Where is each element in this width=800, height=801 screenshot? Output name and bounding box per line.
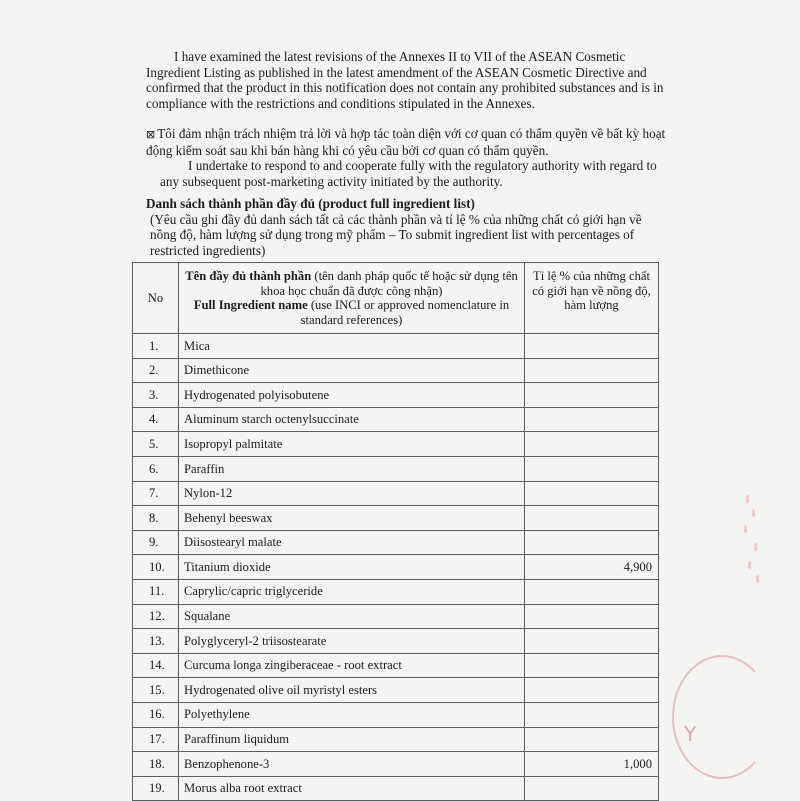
row-number: 15. (133, 678, 179, 703)
col-header-no: No (133, 263, 179, 334)
ingredient-name: Polyethylene (179, 702, 525, 727)
restricted-percentage (525, 383, 659, 408)
ingredient-name: Squalane (179, 604, 525, 629)
row-number: 1. (133, 334, 179, 359)
table-body (133, 334, 659, 801)
ingredient-name: Paraffin (179, 456, 525, 481)
ingredient-name: Benzophenone-3 (179, 752, 525, 777)
ingredient-name: Dimethicone (179, 358, 525, 383)
restricted-percentage (525, 727, 659, 752)
table-row (133, 604, 659, 629)
official-stamp (672, 655, 772, 779)
table-row (133, 702, 659, 727)
restricted-percentage: 1,000 (525, 752, 659, 777)
row-number: 13. (133, 629, 179, 654)
restricted-percentage (525, 579, 659, 604)
table-row (133, 481, 659, 506)
restricted-percentage (525, 481, 659, 506)
ingredient-section (146, 196, 666, 258)
ingredient-name: Hydrogenated polyisobutene (179, 383, 525, 408)
row-number: 18. (133, 752, 179, 777)
table-row (133, 776, 659, 801)
ingredient-name: Aluminum starch octenylsuccinate (179, 407, 525, 432)
table-header-row (133, 263, 659, 334)
table-row (133, 530, 659, 555)
table-row (133, 407, 659, 432)
ingredient-name: Caprylic/capric triglyceride (179, 579, 525, 604)
table-row (133, 727, 659, 752)
row-number: 12. (133, 604, 179, 629)
restricted-percentage (525, 334, 659, 359)
row-number: 7. (133, 481, 179, 506)
col-header-ingredient-name: Tên đầy đủ thành phần (tên danh pháp quốc tế hoặc sử dụng tên khoa học chuẩn đã được công nhận) Full Ingredient name (use INCI or approved nomenclature in standard references) (179, 263, 525, 334)
col-header-percentage: Tỉ lệ % của những chất có giới hạn về nồng độ, hàm lượng (525, 263, 659, 334)
section-heading: Danh sách thành phần đầy đủ (product full ingredient list) (146, 196, 475, 211)
restricted-percentage (525, 456, 659, 481)
table-row (133, 456, 659, 481)
ingredient-name: Curcuma longa zingiberaceae - root extract (179, 653, 525, 678)
restricted-percentage (525, 407, 659, 432)
ingredient-name: Nylon-12 (179, 481, 525, 506)
row-number: 5. (133, 432, 179, 457)
margin-stamp-marks (742, 495, 762, 585)
restricted-percentage (525, 678, 659, 703)
ingredient-name: Polyglyceryl-2 triisostearate (179, 629, 525, 654)
restricted-percentage (525, 702, 659, 727)
ingredient-name: Morus alba root extract (179, 776, 525, 801)
stamp-mark: Y (684, 722, 697, 746)
table-row (133, 629, 659, 654)
table-row (133, 653, 659, 678)
row-number: 10. (133, 555, 179, 580)
row-number: 4. (133, 407, 179, 432)
table-row (133, 678, 659, 703)
table-row (133, 506, 659, 531)
table-row (133, 579, 659, 604)
restricted-percentage (525, 776, 659, 801)
ingredient-name: Mica (179, 334, 525, 359)
ingredient-name: Diisostearyl malate (179, 530, 525, 555)
commitment-vi: ⊠ Tôi đảm nhận trách nhiệm trả lời và hợp tác toàn diện với cơ quan có thẩm quyền về bất kỳ hoạt động kiểm soát sau khi bán hàng khi có yêu cầu bởi cơ quan có thẩm quyền. (146, 126, 666, 158)
row-number: 16. (133, 702, 179, 727)
restricted-percentage (525, 358, 659, 383)
table-row (133, 334, 659, 359)
row-number: 3. (133, 383, 179, 408)
ingredient-name: Paraffinum liquidum (179, 727, 525, 752)
row-number: 19. (133, 776, 179, 801)
restricted-percentage (525, 653, 659, 678)
restricted-percentage (525, 506, 659, 531)
row-number: 9. (133, 530, 179, 555)
row-number: 6. (133, 456, 179, 481)
ingredient-name: Titanium dioxide (179, 555, 525, 580)
restricted-percentage (525, 604, 659, 629)
table-row (133, 555, 659, 580)
row-number: 17. (133, 727, 179, 752)
table-row (133, 383, 659, 408)
restricted-percentage (525, 530, 659, 555)
ingredient-name: Behenyl beeswax (179, 506, 525, 531)
checked-box-icon: ⊠ (146, 128, 156, 141)
commitment-en: I undertake to respond to and cooperate fully with the regulatory authority with regard to any subsequent post-marketing activity initiated by the authority. (160, 158, 657, 189)
commitment-block (146, 126, 666, 189)
ingredient-name: Isopropyl palmitate (179, 432, 525, 457)
row-number: 14. (133, 653, 179, 678)
compliance-paragraph: I have examined the latest revisions of the Annexes II to VII of the ASEAN Cosmetic Ingredient Listing as published in the latest amendment of the ASEAN Cosmetic Directive and confirmed that the product in this notification does not contain any prohibited substances and is in compliance with the restrictions and conditions stipulated in the Annexes. (146, 49, 664, 111)
row-number: 8. (133, 506, 179, 531)
table-row (133, 752, 659, 777)
table-row (133, 358, 659, 383)
ingredient-table (132, 262, 659, 801)
ingredient-name: Hydrogenated olive oil myristyl esters (179, 678, 525, 703)
row-number: 2. (133, 358, 179, 383)
section-instruction: (Yêu cầu ghi đầy đủ danh sách tất cả các thành phần và tỉ lệ % của những chất có giới hạn về nồng độ, hàm lượng sử dụng trong mỹ phẩm – To submit ingredient list with percentages of restricted ingredients) (150, 211, 642, 258)
table-row (133, 432, 659, 457)
restricted-percentage (525, 629, 659, 654)
restricted-percentage: 4,900 (525, 555, 659, 580)
row-number: 11. (133, 579, 179, 604)
restricted-percentage (525, 432, 659, 457)
